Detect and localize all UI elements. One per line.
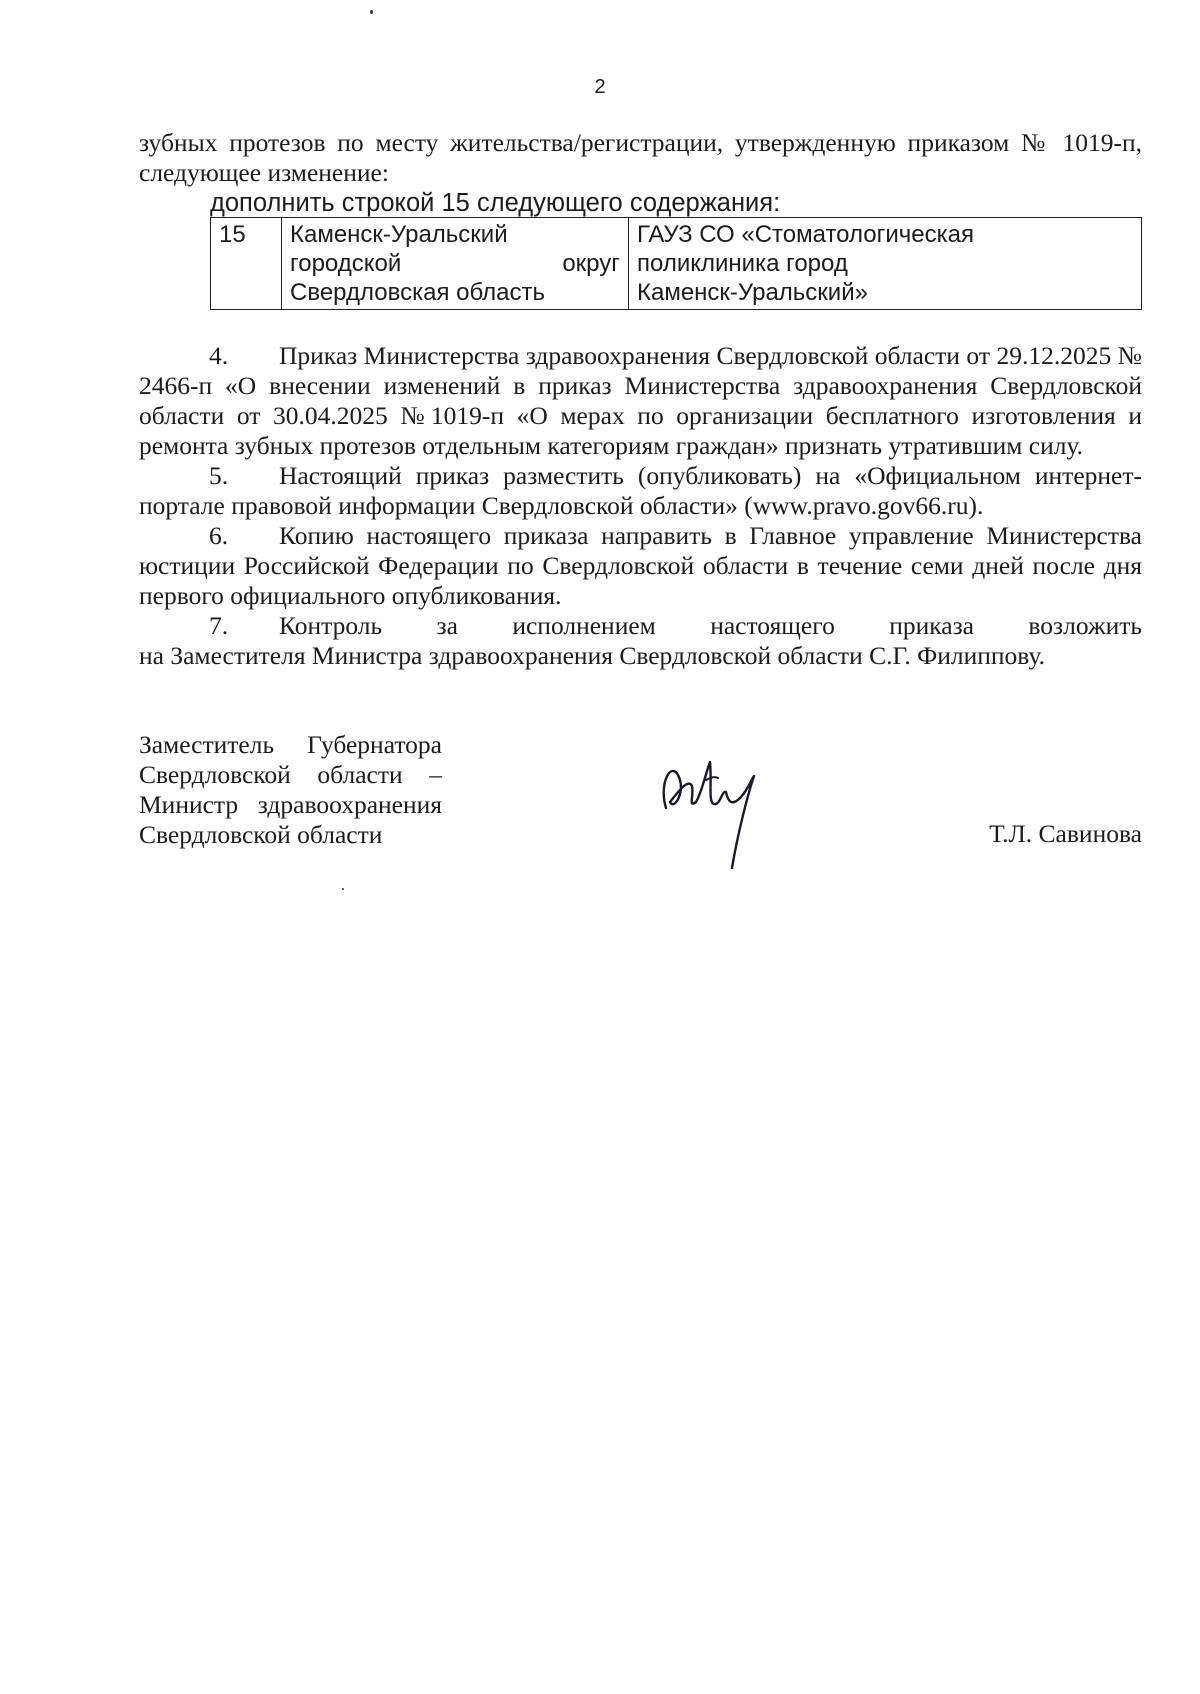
item-4-text: Приказ Министерства здравоохранения Свердловской области от 29.12.2025 № 2466-п «О внесении изменений в приказ Министерства здравоохранения Свердловской области от 30.04.2025 №1019-п «О мерах по организации бесплатного изготовления и ремонта зубных протезов отдельным категориям граждан» признать утратившим силу. — [139, 341, 1142, 460]
scan-speck — [370, 10, 373, 14]
row-number-cell: 15 — [211, 218, 282, 310]
item-5-text: Настоящий приказ разместить (опубликовать) на «Официальном интернет-портале правовой информации Свердловской области» (www.pravo.gov66.ru). — [139, 461, 1142, 520]
item-7-number: 7. — [209, 611, 229, 640]
item-7-continuation — [139, 641, 1142, 671]
signer-name: Т.Л. Савинова — [989, 819, 1142, 848]
item-7-text-line-1: Контроль за исполнением настоящего приказа возложить — [279, 611, 1142, 640]
item-4 — [139, 341, 1142, 461]
item-6-number: 6. — [209, 521, 229, 550]
signatory-title-line-2: Свердловской области – — [139, 760, 442, 789]
signatory-title-line-3: Министр здравоохранения — [139, 790, 442, 819]
table-lead-in: дополнить строкой 15 следующего содержания: — [210, 189, 781, 217]
item-4-number: 4. — [209, 341, 229, 370]
intro-paragraph — [139, 128, 1142, 188]
item-5-number: 5. — [209, 461, 229, 490]
scan-speck — [342, 888, 344, 890]
area-cell: Каменск-Уральский городской округ Свердловская область — [282, 218, 629, 310]
organization-line-2: поликлиника город — [637, 250, 848, 277]
page-number: 2 — [594, 76, 606, 98]
addition-table — [210, 217, 1142, 310]
organization-line-3: Каменск-Уральский» — [637, 279, 868, 306]
handwritten-signature — [648, 732, 798, 882]
signatory-title — [139, 730, 442, 850]
signatory-title-line-4: Свердловской области — [139, 820, 383, 849]
item-7 — [139, 611, 1142, 641]
item-5 — [139, 461, 1142, 521]
order-items — [139, 341, 1142, 671]
organization-line-1: ГАУЗ СО «Стоматологическая — [637, 221, 974, 248]
intro-line-2: следующее изменение: — [139, 158, 389, 187]
item-7-text-line-2: на Заместителя Министра здравоохранения Свердловской области С.Г. Филиппову. — [139, 641, 1046, 670]
intro-line-1: зубных протезов по месту жительства/регистрации, утвержденную приказом № 1019-п, — [139, 128, 1142, 157]
item-6-text: Копию настоящего приказа направить в Главное управление Министерства юстиции Российской Федерации по Свердловской области в течение семи дней после дня первого официального опубликования. — [139, 521, 1142, 610]
table-row — [211, 218, 1142, 310]
signatory-title-line-1: Заместитель Губернатора — [139, 730, 442, 759]
organization-cell — [629, 218, 1142, 310]
item-6 — [139, 521, 1142, 611]
